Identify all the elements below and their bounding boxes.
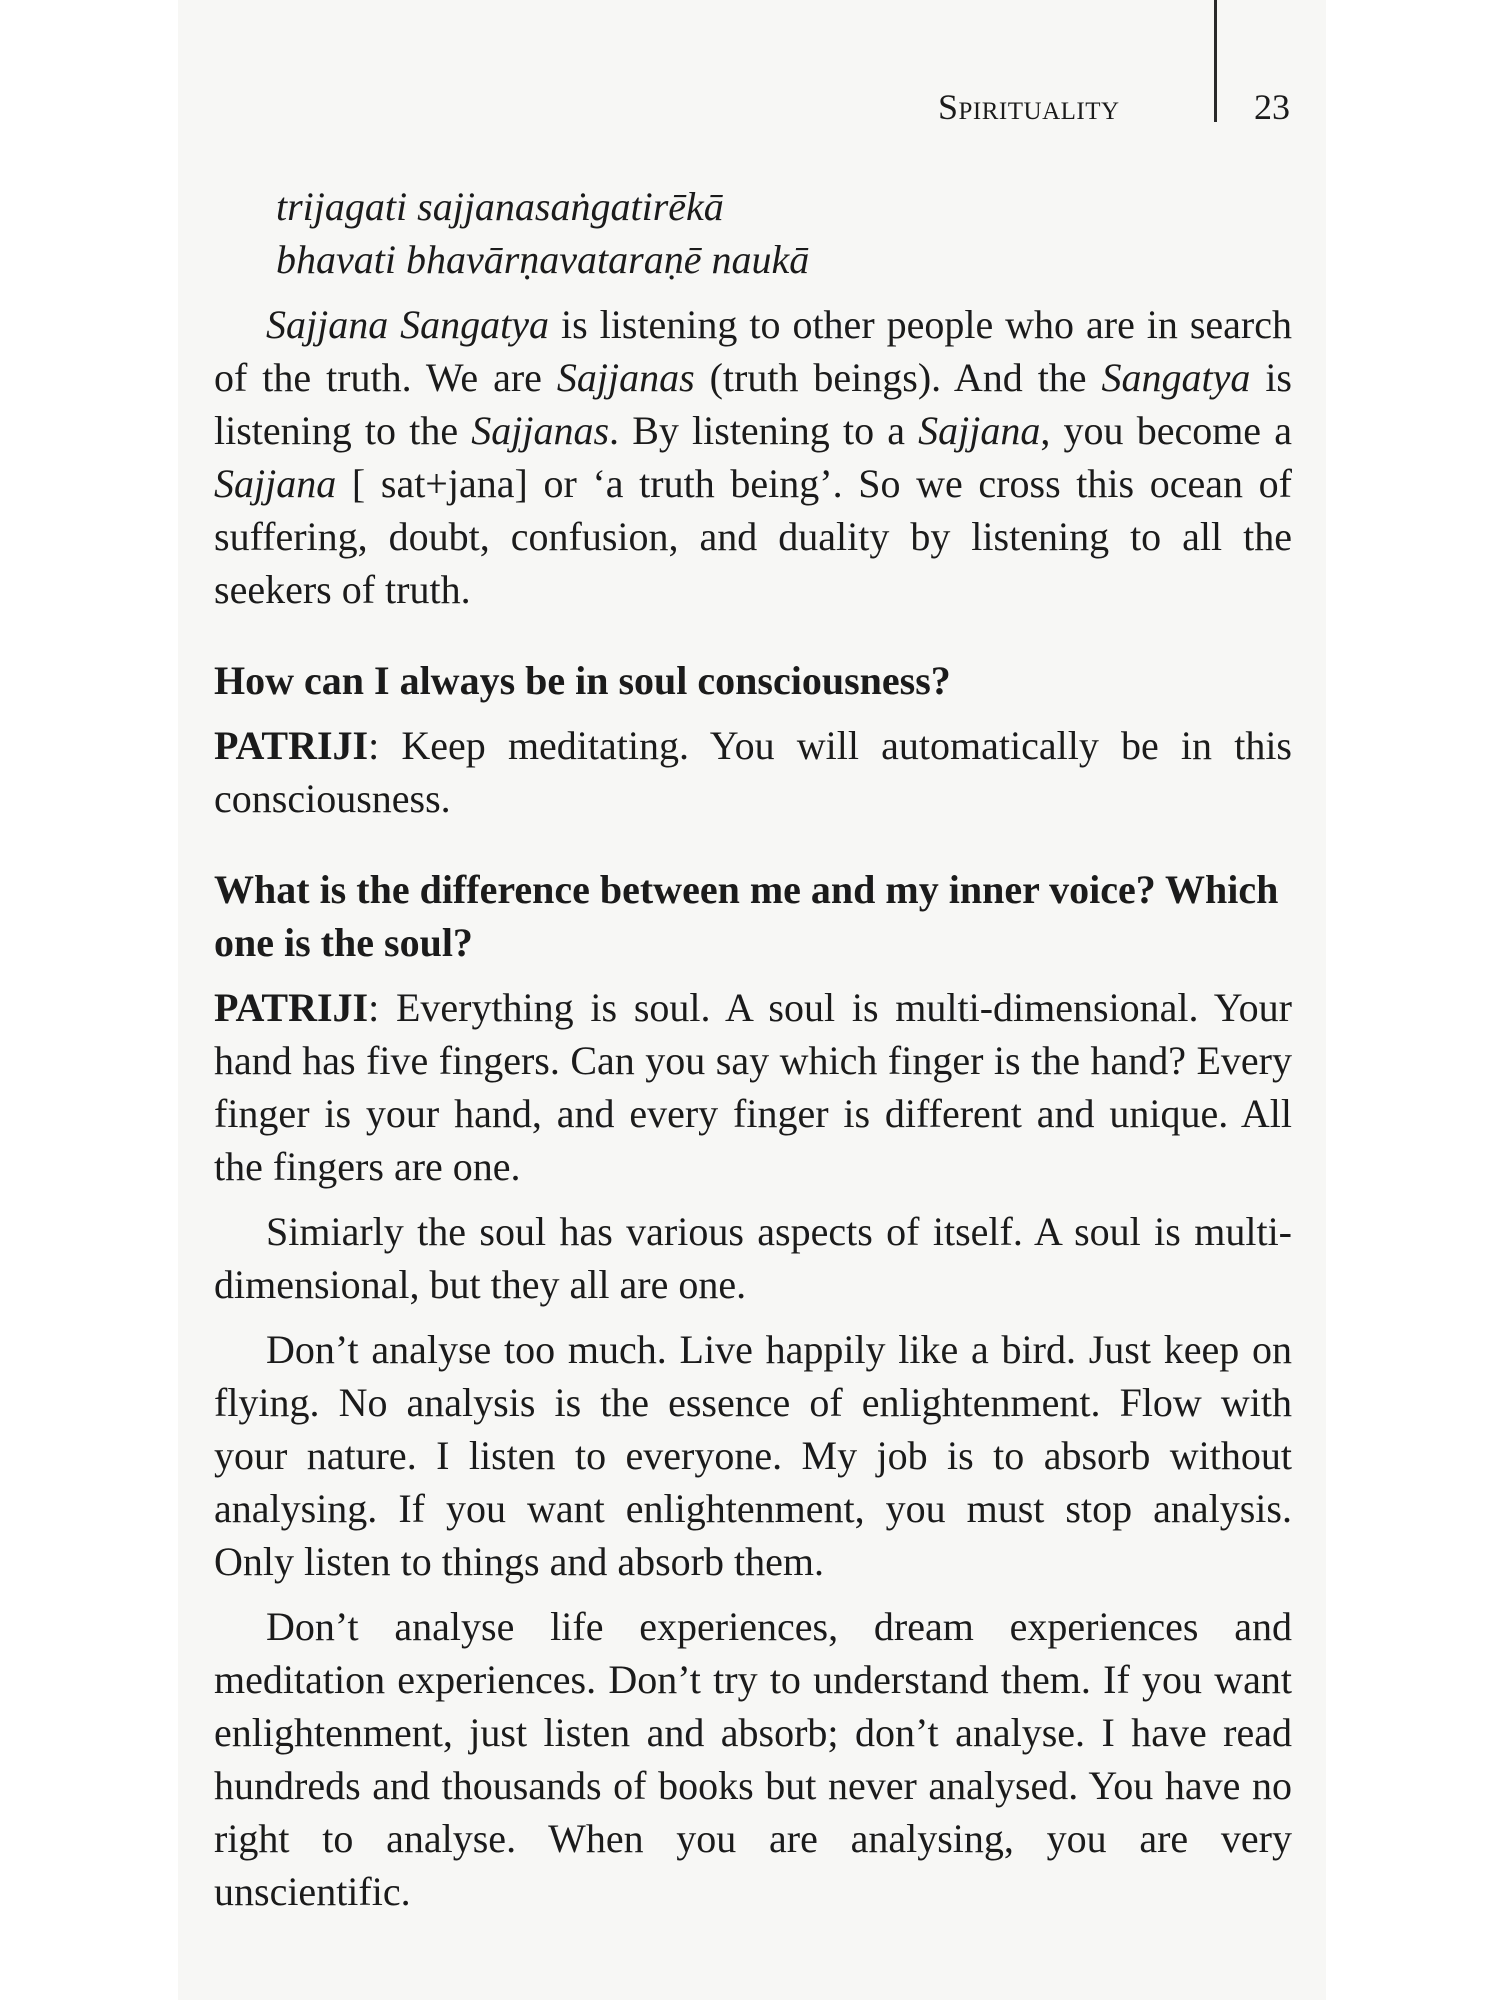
- text-run: [ sat+jana] or ‘a truth being’. So we cross this ocean of suffering, doubt, confusion, and duality by listening to all the seekers of truth.: [214, 461, 1292, 612]
- text-run: is listening to the: [214, 355, 1292, 453]
- term: Sajjanas: [471, 408, 610, 453]
- question-2: What is the difference between me and my inner voice? Which one is the soul?: [214, 867, 1279, 965]
- speaker-label: PATRIJI: [214, 723, 369, 768]
- running-head: Spirituality: [938, 87, 1120, 127]
- header-rule: [1214, 0, 1217, 122]
- answer-text: : Everything is soul. A soul is multi-dimensional. Your hand has five fingers. Can you say which finger is the hand? Every finger is your hand, and every finger is different and unique. All the fingers are one.: [214, 985, 1292, 1189]
- term: Sajjanas: [556, 355, 695, 400]
- term: Sajjana Sangatya: [266, 302, 550, 347]
- paragraph-dont-analyse: Don’t analyse too much. Live happily like a bird. Just keep on flying. No analysis is the essence of enlightenment. Flow with your nature. I listen to everyone. My job is to absorb without analysing. If you want enlightenment, you must stop analysis. Only listen to things and absorb them.: [214, 1327, 1292, 1584]
- text-run: . By listening to a: [609, 408, 919, 453]
- text-run: is listening to other people who are in search of the truth. We are: [214, 302, 1293, 400]
- answer-text: : Keep meditating. You will automatically be in this consciousness.: [214, 723, 1292, 821]
- page-number: 23: [1254, 87, 1290, 127]
- answer-1: [214, 719, 1292, 825]
- speaker-label: PATRIJI: [214, 985, 369, 1030]
- verse-line-2: bhavati bhavārṇavataraṇē naukā: [276, 237, 810, 282]
- term: Sajjana: [214, 461, 337, 506]
- text-run: (truth beings). And the: [694, 355, 1102, 400]
- paragraph-multi-dimensional: Simiarly the soul has various aspects of itself. A soul is multi-dimensional, but they all are one.: [214, 1209, 1292, 1307]
- text-run: , you become a: [1040, 408, 1292, 453]
- paragraph-experiences: Don’t analyse life experiences, dream experiences and meditation experiences. Don’t try to understand them. If you want enlightenment, just listen and absorb; don’t analyse. I have read hundreds and thousands of books but never analysed. You have no right to analyse. When you are analysing, you are very unscientific.: [214, 1604, 1292, 1914]
- page-body: [214, 180, 1292, 1918]
- term: Sangatya: [1101, 355, 1251, 400]
- term: Sajjana: [918, 408, 1041, 453]
- answer-2: [214, 981, 1292, 1193]
- paragraph-sajjana: [214, 298, 1292, 616]
- question-1: How can I always be in soul consciousness?: [214, 658, 951, 703]
- verse-line-1: trijagati sajjanasaṅgatirēkā: [276, 184, 724, 229]
